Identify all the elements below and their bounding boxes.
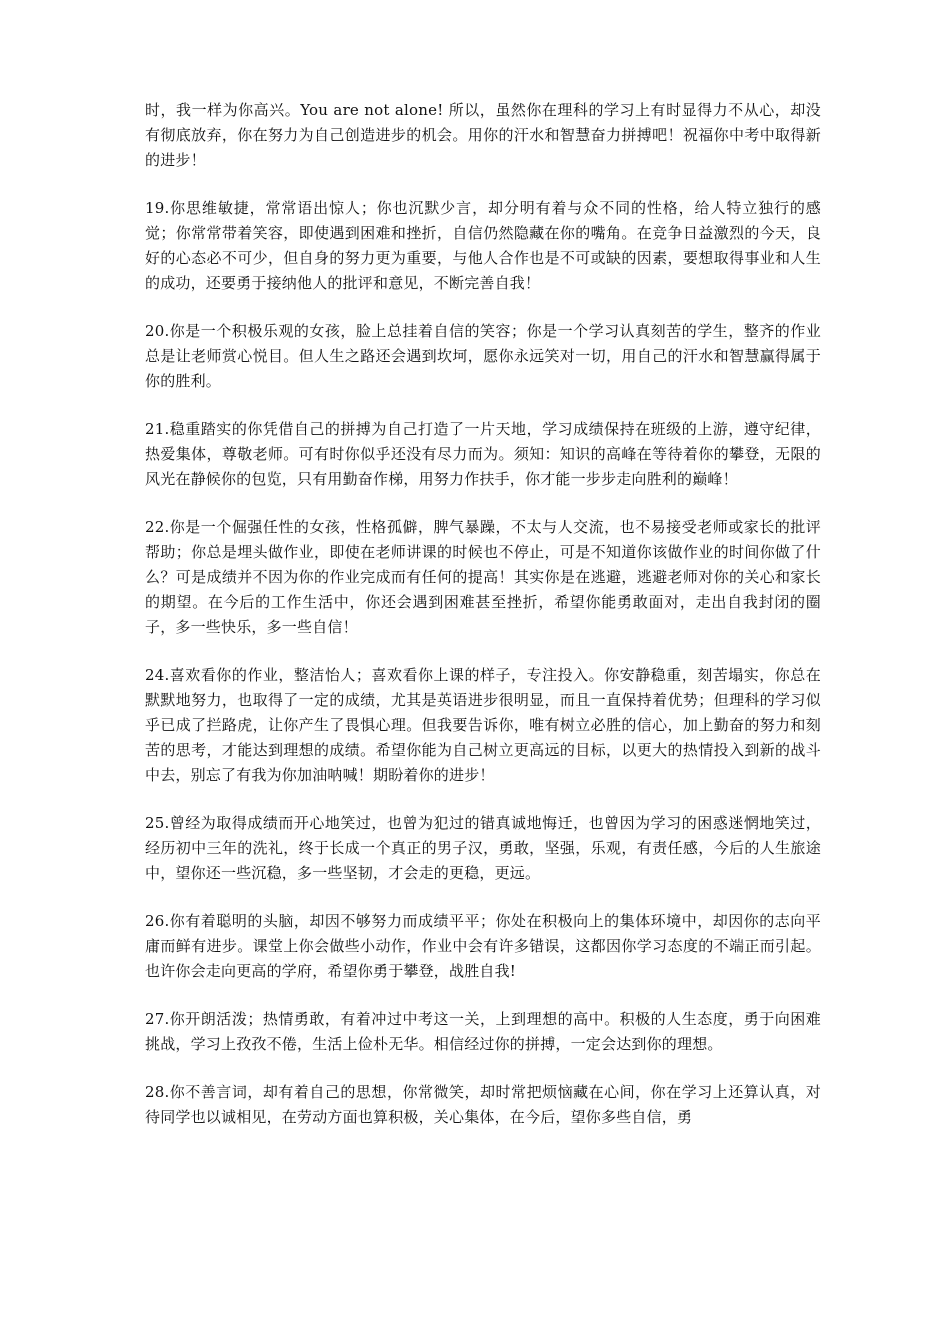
paragraph-28: 28.你不善言词，却有着自己的思想，你常微笑，却时常把烦恼藏在心间，你在学习上还算认真，对待同学也以诚相见，在劳动方面也算积极，关心集体，在今后，望你多些自信，勇 [145,1083,821,1126]
paragraph-22: 22.你是一个倔强任性的女孩，性格孤僻，脾气暴躁，不太与人交流，也不易接受老师或家长的批评帮助；你总是埋头做作业，即使在老师讲课的时候也不停止，可是不知道你该做作业的时间你做了什么？可是成绩并不因为你的作业完成而有任何的提高！其实你是在逃避，逃避老师对你的关心和家长的期望。在今后的工作生活中，你还会遇到困难甚至挫折，希望你能勇敢面对，走出自我封闭的圈子，多一些快乐，多一些自信！ [145,518,821,636]
paragraph-continuation: 时，我一样为你高兴。You are not alone! 所以，虽然你在理科的学习上有时显得力不从心，却没有彻底放弃，你在努力为自己创造进步的机会。用你的汗水和智慧奋力拼搏吧！祝福你中考中取得新的进步！ [145,101,821,169]
paragraph-20: 20.你是一个积极乐观的女孩，脸上总挂着自信的笑容；你是一个学习认真刻苦的学生，整齐的作业总是让老师赏心悦目。但人生之路还会遇到坎坷，愿你永远笑对一切，用自己的汗水和智慧赢得属于你的胜利。 [145,322,821,390]
document-body [145,98,821,1153]
paragraph-19: 19.你思维敏捷，常常语出惊人；你也沉默少言，却分明有着与众不同的性格，给人特立独行的感觉；你常常带着笑容，即使遇到困难和挫折，自信仍然隐藏在你的嘴角。在竞争日益激烈的今天，良好的心态必不可少，但自身的努力更为重要，与他人合作也是不可或缺的因素，要想取得事业和人生的成功，还要勇于接纳他人的批评和意见，不断完善自我！ [145,199,821,292]
paragraph-26: 26.你有着聪明的头脑，却因不够努力而成绩平平；你处在积极向上的集体环境中，却因你的志向平庸而鲜有进步。课堂上你会做些小动作，作业中会有许多错误，这都因你学习态度的不端正而引起。也许你会走向更高的学府，希望你勇于攀登，战胜自我! [145,912,821,980]
paragraph-27: 27.你开朗活泼；热情勇敢，有着冲过中考这一关，上到理想的高中。积极的人生态度，勇于向困难挑战，学习上孜孜不倦，生活上俭朴无华。相信经过你的拼搏，一定会达到你的理想。 [145,1010,821,1053]
paragraph-24: 24.喜欢看你的作业，整洁怡人；喜欢看你上课的样子，专注投入。你安静稳重，刻苦塌实，你总在默默地努力，也取得了一定的成绩，尤其是英语进步很明显，而且一直保持着优势；但理科的学习似乎已成了拦路虎，让你产生了畏惧心理。但我要告诉你，唯有树立必胜的信心，加上勤奋的努力和刻苦的思考，才能达到理想的成绩。希望你能为自己树立更高远的目标，以更大的热情投入到新的战斗中去，别忘了有我为你加油呐喊！期盼着你的进步！ [145,666,821,784]
paragraph-25: 25.曾经为取得成绩而开心地笑过，也曾为犯过的错真诚地悔迁，也曾因为学习的困惑迷惘地笑过，经历初中三年的洗礼，终于长成一个真正的男子汉，勇敢，坚强，乐观，有责任感，今后的人生旅途中，望你还一些沉稳，多一些坚韧，才会走的更稳，更远。 [145,814,821,882]
paragraph-21: 21.稳重踏实的你凭借自己的拼搏为自己打造了一片天地，学习成绩保持在班级的上游，遵守纪律，热爱集体，尊敬老师。可有时你似乎还没有尽力而为。须知：知识的高峰在等待着你的攀登，无限的风光在静候你的包览，只有用勤奋作梯，用努力作扶手，你才能一步步走向胜利的巅峰！ [145,420,821,488]
